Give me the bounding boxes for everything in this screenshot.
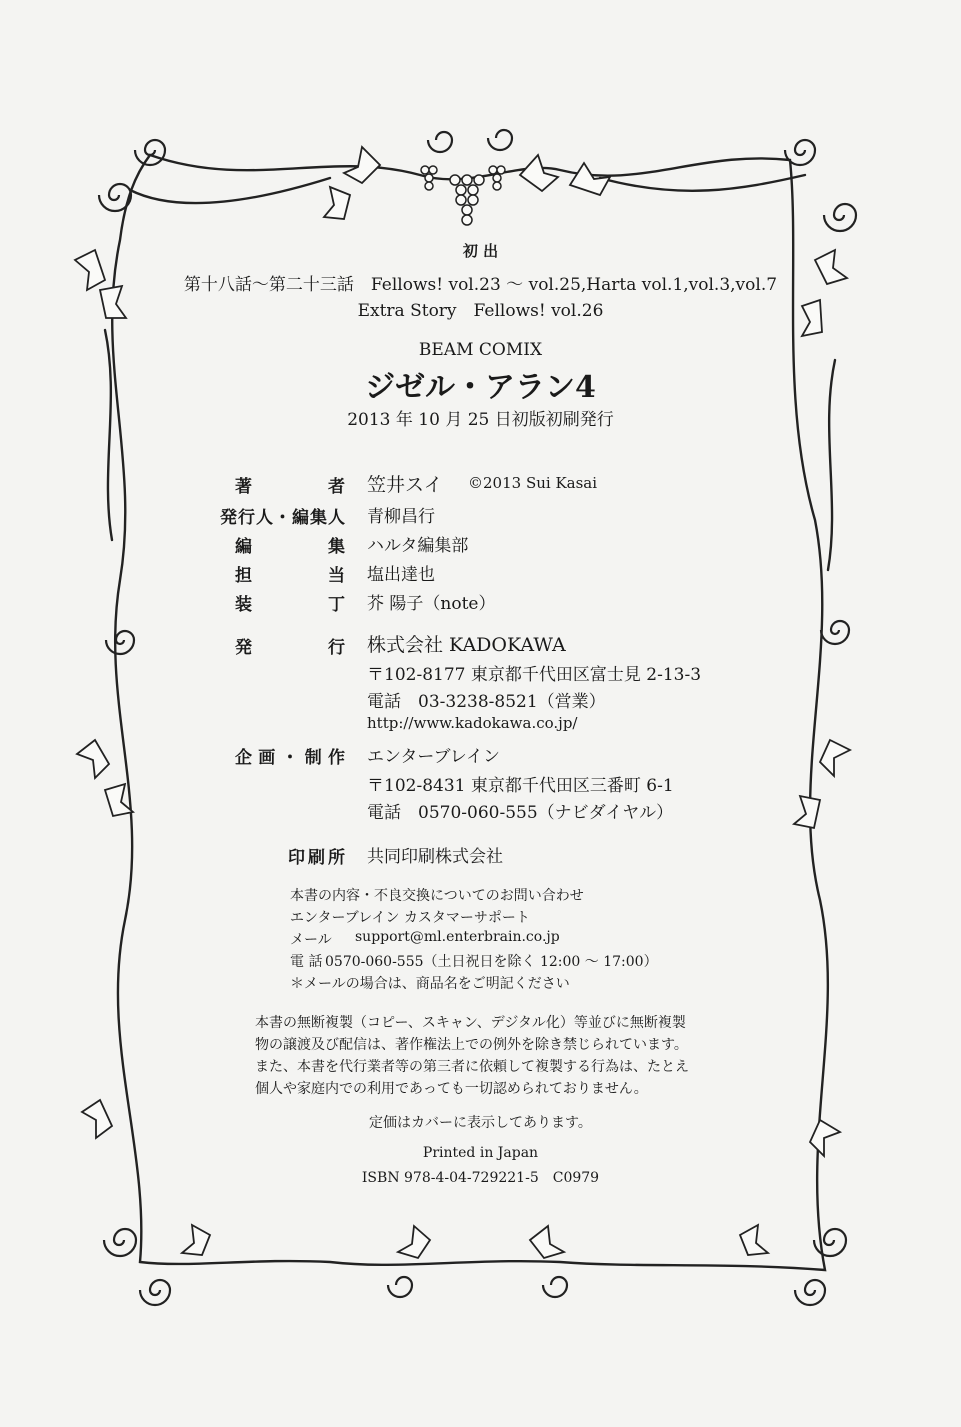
support-line-2: エンターブレイン カスタマーサポート — [290, 910, 530, 926]
credit-label-design: 装 丁 — [235, 595, 345, 615]
support-note: ＊メールの場合は、商品名をご明記ください — [290, 976, 570, 992]
first-appearance-heading: 初 出 — [462, 242, 499, 260]
first-appearance-line-2: Extra Story Fellows! vol.26 — [357, 301, 604, 321]
production-address: 〒102-8431 東京都千代田区三番町 6-1 — [367, 776, 674, 796]
production-name: エンターブレイン — [367, 747, 500, 767]
printer-name: 共同印刷株式会社 — [367, 847, 503, 867]
credit-value-author: 笠井スイ — [367, 474, 443, 496]
credit-label-publisher-editor: 発行人・編集人 — [220, 508, 345, 528]
publisher-address: 〒102-8177 東京都千代田区富士見 2-13-3 — [367, 665, 702, 685]
support-mail-label: メール — [290, 932, 332, 948]
support-line-1: 本書の内容・不良交換についてのお問い合わせ — [290, 888, 584, 904]
credit-value-publisher-editor: 青柳昌行 — [367, 507, 435, 527]
credit-value-in-charge: 塩出達也 — [367, 565, 435, 585]
publisher-label: 発 行 — [235, 638, 345, 658]
publisher-url-link[interactable]: http://www.kadokawa.co.jp/ — [367, 714, 578, 732]
support-phone: 0570-060-555（土日祝日を除く 12:00 ～ 17:00） — [325, 954, 658, 970]
production-label: 企画・制作 — [235, 748, 345, 768]
imprint-label: BEAM COMIX — [418, 340, 543, 360]
price-note: 定価はカバーに表示してあります。 — [369, 1115, 592, 1131]
publisher-name: 株式会社 KADOKAWA — [367, 634, 566, 656]
support-mail-link[interactable]: support@ml.enterbrain.co.jp — [355, 929, 560, 945]
credit-label-author: 著 者 — [235, 477, 345, 497]
copyright-line-2: 物の譲渡及び配信は、著作権法上での例外を除き禁じられています。 — [255, 1037, 688, 1053]
publisher-phone: 電話 03-3238-8521（営業） — [367, 692, 606, 712]
publication-date: 2013 年 10 月 25 日初版初刷発行 — [347, 410, 614, 430]
first-appearance-line-1: 第十八話～第二十三話 Fellows! vol.23 ～ vol.25,Harta vol.1,vol.3,vol.7 — [183, 275, 778, 295]
printer-label: 印刷所 — [288, 848, 345, 868]
copyright-line-1: 本書の無断複製（コピー、スキャン、デジタル化）等並びに無断複製 — [255, 1015, 686, 1031]
credit-label-in-charge: 担 当 — [235, 566, 345, 586]
isbn: ISBN 978-4-04-729221-5 C0979 — [361, 1170, 600, 1186]
copyright-line-3: また、本書を代行業者等の第三者に依頼して複製する行為は、たとえ — [255, 1059, 689, 1075]
credit-value-design: 芥 陽子（note） — [367, 594, 496, 614]
book-title: ジゼル・アラン4 — [365, 370, 596, 405]
production-phone: 電話 0570-060-555（ナビダイヤル） — [367, 803, 674, 823]
credit-author-copyright: ©2013 Sui Kasai — [468, 474, 598, 492]
copyright-line-4: 個人や家庭内での利用であっても一切認められておりません。 — [255, 1081, 648, 1097]
support-phone-label: 電 話 — [290, 954, 323, 970]
credit-label-editing: 編 集 — [235, 537, 345, 557]
credit-value-editing: ハルタ編集部 — [367, 536, 469, 556]
printed-in: Printed in Japan — [422, 1145, 539, 1161]
